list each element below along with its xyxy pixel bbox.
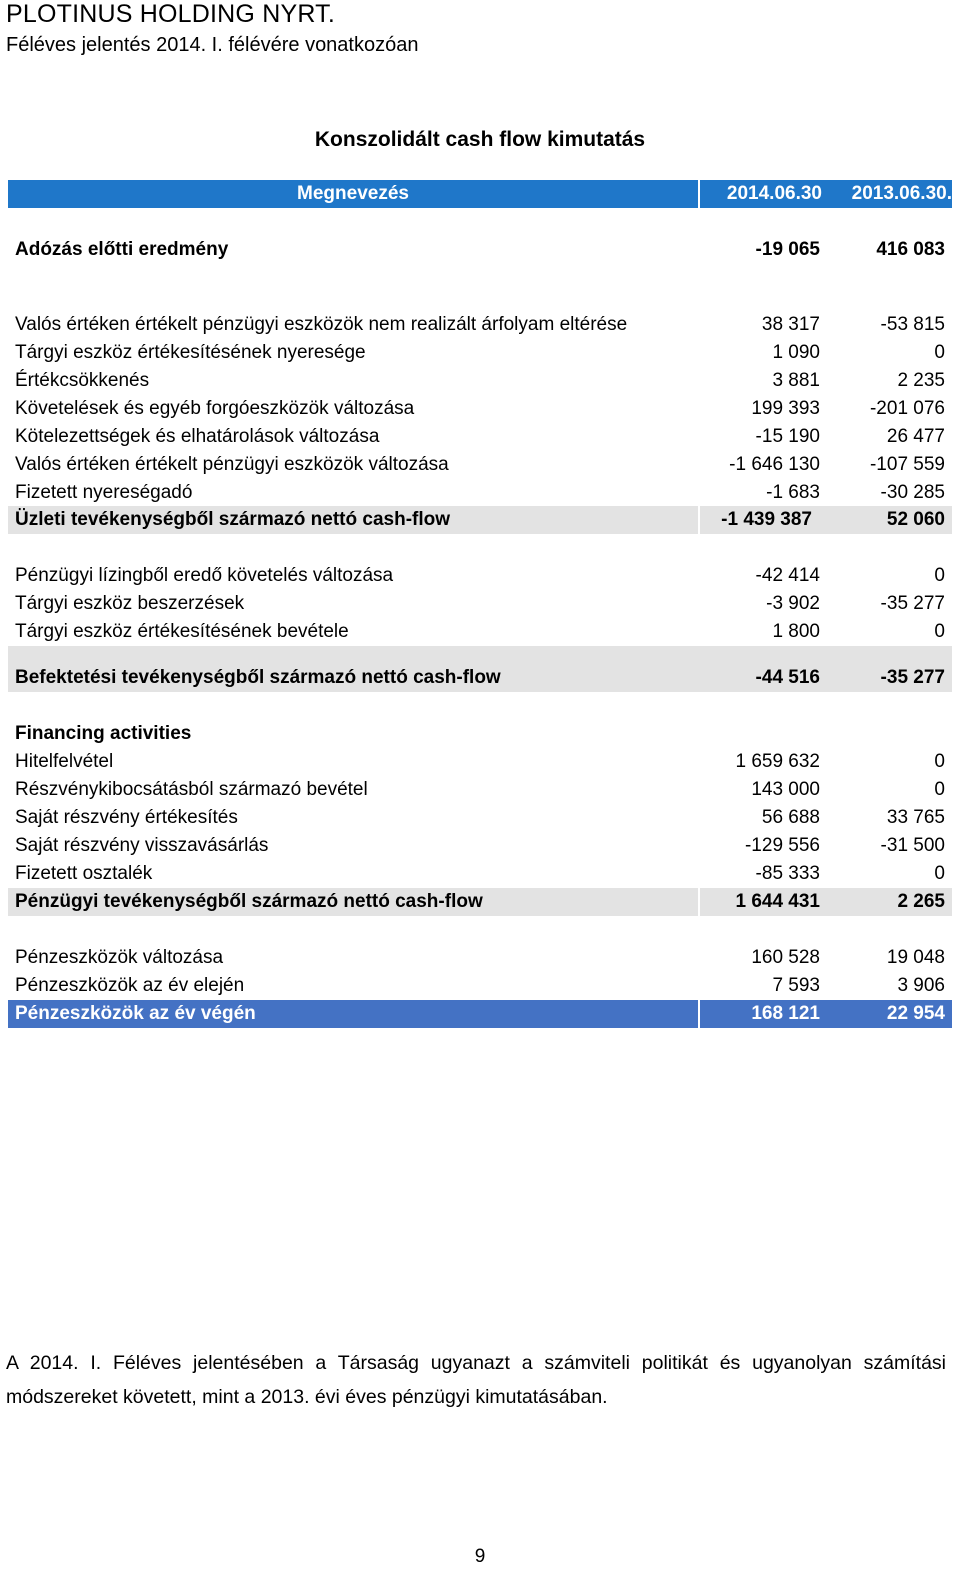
row-value-2014: 3 881 <box>772 370 820 391</box>
row-value-2014: -1 646 130 <box>729 454 820 475</box>
row-value-2013: 22 954 <box>886 1003 945 1024</box>
column-header-label: Megnevezés <box>297 183 409 204</box>
row-label: Hitelfelvétel <box>15 751 114 772</box>
table-row <box>8 479 952 507</box>
table-row-operating-total <box>8 506 952 534</box>
table-row <box>8 748 952 776</box>
row-label: Saját részvény visszavásárlás <box>15 835 269 856</box>
row-label: Értékcsökkenés <box>15 370 150 391</box>
table-row-financing-total <box>8 888 952 916</box>
row-value-2014: -85 333 <box>755 863 820 884</box>
table-header-row <box>8 180 952 208</box>
page-number: 9 <box>474 1546 486 1567</box>
row-label: Tárgyi eszköz értékesítésének bevétele <box>15 621 349 642</box>
table-row-pretax-result <box>8 236 952 264</box>
row-label: Kötelezettségek és elhatárolások változása <box>15 426 380 447</box>
row-value-2014: -129 556 <box>744 835 820 856</box>
row-value-2013: 0 <box>934 779 945 800</box>
table-row <box>8 562 952 590</box>
row-value-2014: -3 902 <box>766 593 820 614</box>
table-row <box>8 944 952 972</box>
row-value-2014: 168 121 <box>751 1003 820 1024</box>
row-label: Tárgyi eszköz beszerzések <box>15 593 245 614</box>
table-row-investing-total <box>8 646 952 692</box>
row-value-2014: -1 683 <box>766 482 820 503</box>
row-value-2013: -35 277 <box>880 667 945 688</box>
table-row <box>8 832 952 860</box>
row-value-2013: -31 500 <box>880 835 945 856</box>
row-value-2013: 26 477 <box>886 426 945 447</box>
table-row <box>8 395 952 423</box>
row-value-2013: 0 <box>934 751 945 772</box>
column-header-2014: 2014.06.30 <box>726 183 822 204</box>
row-value-2014: 143 000 <box>751 779 820 800</box>
row-label: Saját részvény értékesítés <box>15 807 238 828</box>
row-value-2014: -42 414 <box>755 565 820 586</box>
row-label: Valós értéken értékelt pénzügyi eszközök változása <box>15 454 449 475</box>
row-label: Üzleti tevékenységből származó nettó cash-flow <box>15 509 451 530</box>
row-value-2014: -15 190 <box>755 426 820 447</box>
row-value-2013: -201 076 <box>869 398 945 419</box>
row-value-2013: 33 765 <box>886 807 945 828</box>
row-value-2013: -35 277 <box>880 593 945 614</box>
row-value-2013: -53 815 <box>880 314 945 335</box>
row-label: Befektetési tevékenységből származó nettó cash-flow <box>15 667 501 688</box>
row-label: Tárgyi eszköz értékesítésének nyeresége <box>15 342 366 363</box>
row-value-2013: 19 048 <box>886 947 945 968</box>
row-value-2013: 0 <box>934 565 945 586</box>
row-value-2014: 1 644 431 <box>735 891 820 912</box>
row-label: Fizetett osztalék <box>15 863 153 884</box>
table-row <box>8 590 952 618</box>
row-value-2013: 52 060 <box>886 509 945 530</box>
row-label: Pénzeszközök változása <box>15 947 224 968</box>
row-value-2013: 2 235 <box>897 370 945 391</box>
row-label: Pénzügyi lízingből eredő követelés változása <box>15 565 394 586</box>
row-value-2014: 160 528 <box>751 947 820 968</box>
accounting-policy-note: A 2014. I. Féléves jelentésében a Társaság ugyanazt a számviteli politikát és ugyanolyan számítási módszereket követett, mint a 2013. évi éves pénzügyi kimutatásában. <box>6 1352 946 1408</box>
table-row <box>8 367 952 395</box>
row-label: Financing activities <box>15 723 192 744</box>
table-row <box>8 776 952 804</box>
row-value-2014: 199 393 <box>751 398 820 419</box>
table-row <box>8 618 952 646</box>
table-row <box>8 972 952 1000</box>
table-row <box>8 339 952 367</box>
row-label: Pénzeszközök az év elején <box>15 975 245 996</box>
row-value-2013: 0 <box>934 342 945 363</box>
row-label: Pénzügyi tevékenységből származó nettó cash-flow <box>15 891 483 912</box>
row-value-2013: 3 906 <box>897 975 945 996</box>
statement-title: Konszolidált cash flow kimutatás <box>314 128 646 151</box>
row-value-2014: 1 090 <box>772 342 820 363</box>
row-value-2014: 1 659 632 <box>735 751 820 772</box>
row-value-2014: 7 593 <box>772 975 820 996</box>
row-label: Pénzeszközök az év végén <box>15 1003 256 1024</box>
section-heading-financing <box>8 720 952 748</box>
row-value-2014: -1 439 387 <box>721 509 812 530</box>
row-value-2013: 0 <box>934 621 945 642</box>
row-value-2014: 1 800 <box>772 621 820 642</box>
table-row <box>8 423 952 451</box>
row-value-2013: 2 265 <box>897 891 945 912</box>
row-label: Követelések és egyéb forgóeszközök változása <box>15 398 415 419</box>
row-label: Adózás előtti eredmény <box>15 239 229 260</box>
row-value-2013: 416 083 <box>876 239 945 260</box>
table-row <box>8 804 952 832</box>
row-value-2013: 0 <box>934 863 945 884</box>
row-value-2013: -107 559 <box>869 454 945 475</box>
table-row-closing-cash <box>8 1000 952 1028</box>
row-value-2014: -19 065 <box>755 239 820 260</box>
row-value-2014: -44 516 <box>755 667 820 688</box>
row-label: Részvénykibocsátásból származó bevétel <box>15 779 368 800</box>
row-value-2014: 56 688 <box>761 807 820 828</box>
row-value-2013: -30 285 <box>880 482 945 503</box>
row-label: Valós értéken értékelt pénzügyi eszközök nem realizált árfolyam eltérése <box>15 314 628 335</box>
table-row <box>8 860 952 888</box>
table-row <box>8 451 952 479</box>
report-subtitle: Féléves jelentés 2014. I. félévére vonatkozóan <box>6 34 419 56</box>
table-row <box>8 311 952 339</box>
company-name: PLOTINUS HOLDING NYRT. <box>6 0 335 28</box>
row-value-2014: 38 317 <box>761 314 820 335</box>
row-label: Fizetett nyereségadó <box>15 482 193 503</box>
column-header-2013: 2013.06.30. <box>851 183 952 204</box>
